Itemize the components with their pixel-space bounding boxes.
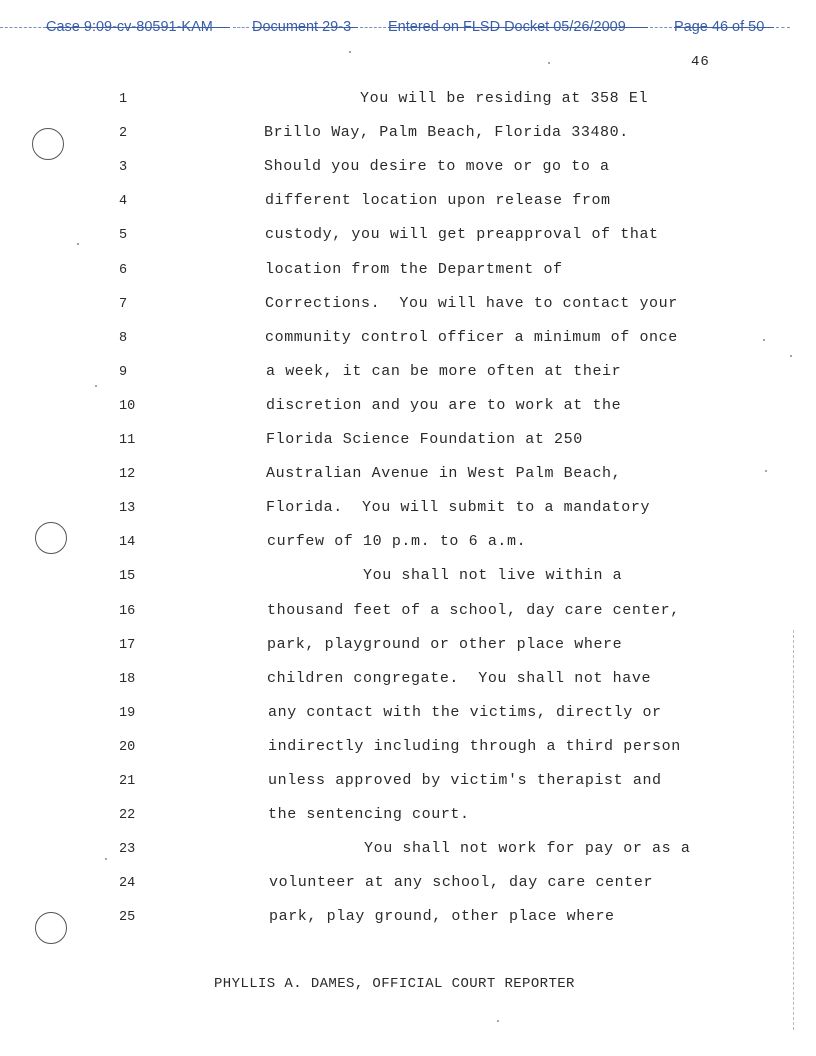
strike-line	[388, 27, 648, 28]
line-number: 14	[119, 535, 136, 550]
transcript-line: custody, you will get preapproval of that	[265, 226, 659, 243]
case-number: Case 9:09-cv-80591-KAM	[46, 19, 213, 35]
transcript-line: Brillo Way, Palm Beach, Florida 33480.	[264, 124, 629, 141]
line-number: 4	[119, 194, 128, 209]
line-number: 9	[119, 365, 128, 380]
transcript-line: different location upon release from	[265, 192, 611, 209]
line-number: 11	[119, 433, 136, 448]
scan-speck	[349, 51, 351, 53]
entered-date: Entered on FLSD Docket 05/26/2009	[388, 19, 626, 35]
transcript-line: You shall not work for pay or as a	[268, 840, 691, 857]
transcript-line: any contact with the victims, directly or	[268, 704, 662, 721]
binder-hole	[35, 522, 67, 554]
line-number: 18	[119, 672, 136, 687]
docket-header	[0, 8, 816, 34]
transcript-line: a week, it can be more often at their	[266, 363, 622, 380]
line-number: 12	[119, 467, 136, 482]
line-number: 2	[119, 126, 128, 141]
transcript-line: curfew of 10 p.m. to 6 a.m.	[267, 533, 527, 550]
transcript-line: park, playground or other place where	[267, 636, 623, 653]
scan-speck	[95, 385, 97, 387]
transcript-line: Florida Science Foundation at 250	[266, 431, 583, 448]
transcript-line: Should you desire to move or go to a	[264, 158, 610, 175]
transcript-page-number: 46	[691, 54, 710, 70]
line-number: 22	[119, 808, 136, 823]
line-number: 21	[119, 774, 136, 789]
transcript-line: children congregate. You shall not have	[267, 670, 652, 687]
header-separator	[650, 27, 672, 28]
line-number: 16	[119, 604, 136, 619]
header-leader-line	[0, 27, 46, 28]
line-number: 24	[119, 876, 136, 891]
strike-line	[674, 27, 774, 28]
transcript-line: Australian Avenue in West Palm Beach,	[266, 465, 622, 482]
line-number: 6	[119, 263, 128, 278]
line-number: 8	[119, 331, 128, 346]
transcript-line: indirectly including through a third person	[268, 738, 681, 755]
page-of: Page 46 of 50	[674, 19, 765, 35]
line-number: 25	[119, 910, 136, 925]
line-number: 20	[119, 740, 136, 755]
scan-speck	[790, 355, 792, 357]
header-separator	[360, 27, 386, 28]
line-number: 15	[119, 569, 136, 584]
binder-hole	[35, 912, 67, 944]
transcript-line: thousand feet of a school, day care center,	[267, 602, 680, 619]
document-number: Document 29-3	[252, 19, 352, 35]
scan-speck	[548, 62, 550, 64]
strike-line	[46, 27, 230, 28]
transcript-line: You will be residing at 358 El	[264, 90, 649, 107]
transcript-line: You shall not live within a	[267, 567, 623, 584]
transcript-line: discretion and you are to work at the	[266, 397, 622, 414]
court-reporter-footer: PHYLLIS A. DAMES, OFFICIAL COURT REPORTER	[214, 976, 575, 992]
transcript-line: Florida. You will submit to a mandatory	[266, 499, 651, 516]
transcript-line: community control officer a minimum of once	[265, 329, 678, 346]
transcript-line: park, play ground, other place where	[269, 908, 615, 925]
binder-hole	[32, 128, 64, 160]
scan-speck	[765, 470, 767, 472]
line-number: 13	[119, 501, 136, 516]
line-number: 3	[119, 160, 128, 175]
scan-speck	[497, 1020, 499, 1022]
transcript-line: volunteer at any school, day care center	[269, 874, 654, 891]
scan-speck	[105, 858, 107, 860]
line-number: 10	[119, 399, 136, 414]
transcript-line: Corrections. You will have to contact your	[265, 295, 678, 312]
scan-speck	[77, 243, 79, 245]
line-number: 17	[119, 638, 136, 653]
strike-line	[252, 27, 358, 28]
line-number: 23	[119, 842, 136, 857]
line-number: 5	[119, 228, 128, 243]
line-number: 19	[119, 706, 136, 721]
transcript-line: the sentencing court.	[268, 806, 470, 823]
transcript-line: location from the Department of	[265, 261, 563, 278]
transcript-line: unless approved by victim's therapist and	[268, 772, 662, 789]
line-number: 7	[119, 297, 128, 312]
line-number: 1	[119, 92, 128, 107]
scan-edge-line	[793, 630, 794, 1030]
header-separator	[233, 27, 249, 28]
header-trailing-line	[776, 27, 790, 28]
scan-speck	[763, 339, 765, 341]
